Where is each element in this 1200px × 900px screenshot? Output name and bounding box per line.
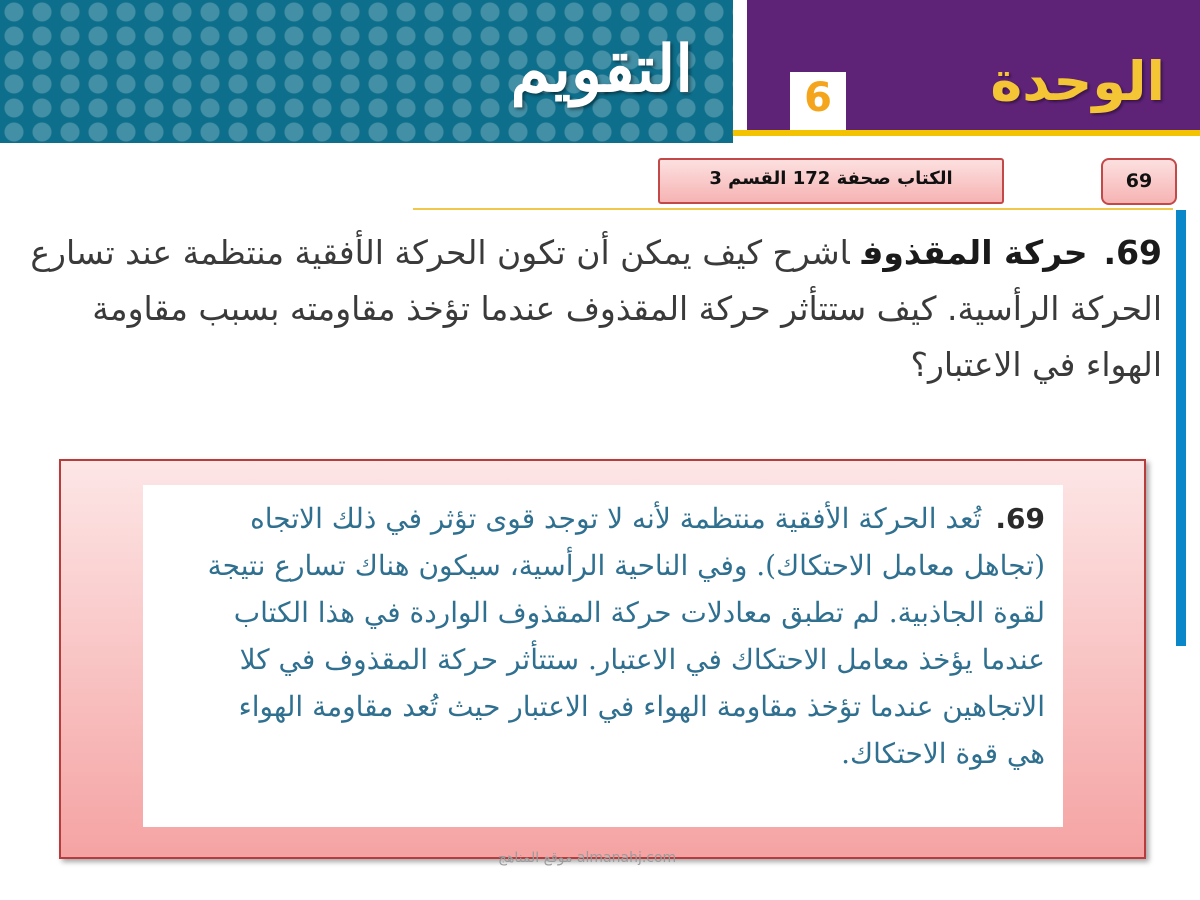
side-accent-bar — [1176, 210, 1186, 646]
unit-number: 6 — [804, 75, 832, 121]
watermark: موقع المناهج almanahj.com — [498, 850, 677, 866]
question-number: 69. — [1103, 233, 1162, 272]
question-body: اشرح كيف يمكن أن تكون الحركة الأفقية منتظمة عند تسارع الحركة الرأسية. كيف ستتأثر حركة المقذوف عندما تؤخذ مقاومته بسبب مقاومة الهواء في الاعتبار؟ — [30, 233, 1162, 384]
section-reference: الكتاب صحفة 172 القسم 3 — [709, 168, 953, 189]
answer-number: 69. — [995, 502, 1045, 535]
page-title: التقويم — [510, 32, 693, 107]
header-banner — [0, 0, 733, 143]
answer-text-block — [200, 495, 1045, 777]
banner-divider — [733, 130, 1200, 136]
answer-body: تُعد الحركة الأفقية منتظمة لأنه لا توجد قوى تؤثر في ذلك الاتجاه (تجاهل معامل الاحتكاك). وفي الناحية الرأسية، سيكون هناك تسارع نتيجة لقوة الجاذبية. لم تطبق معادلات حركة المقذوف الواردة في هذا الكتاب عندما يؤخذ معامل الاحتكاك في الاعتبار. ستتأثر حركة المقذوف في كلا الاتجاهين عندما تؤخذ مقاومة الهواء في الاعتبار حيث تُعد مقاومة الهواء هي قوة الاحتكاك. — [207, 502, 1045, 770]
header-rule — [413, 208, 1173, 210]
unit-number-box — [790, 72, 846, 134]
unit-label: الوحدة — [990, 50, 1165, 113]
question-title: حركة المقذوف — [861, 233, 1088, 272]
question-number-badge-text: 69 — [1125, 170, 1153, 192]
question-number-badge — [1101, 158, 1177, 205]
question-text-block — [22, 225, 1162, 393]
section-reference-box — [658, 158, 1004, 204]
